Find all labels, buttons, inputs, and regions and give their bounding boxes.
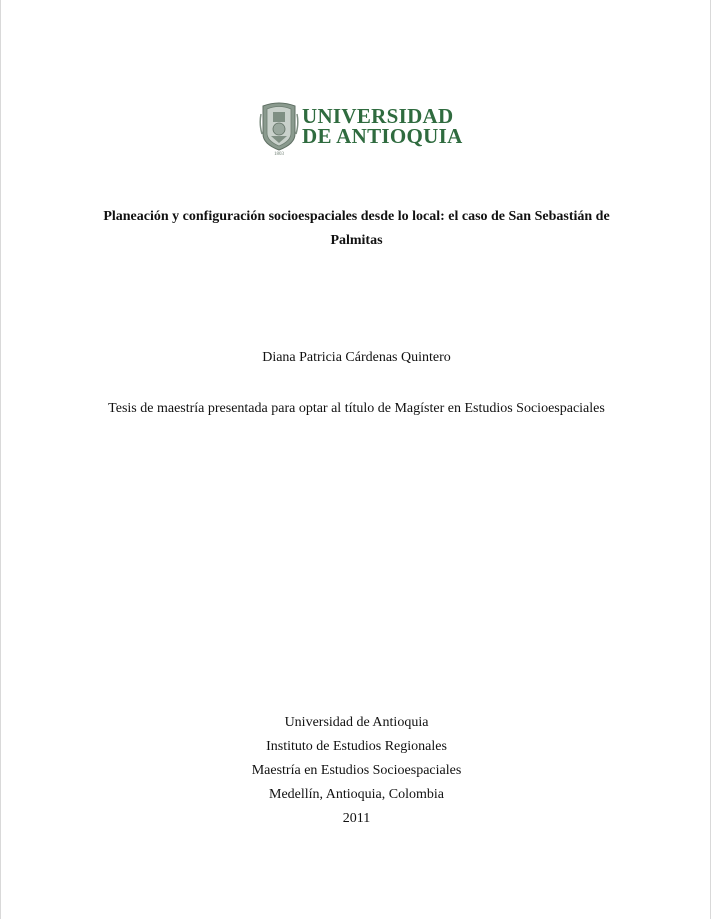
thesis-title (81, 205, 632, 253)
university-seal-icon (259, 100, 299, 156)
location: Medellín, Antioquia, Colombia (269, 787, 444, 802)
institute-name: Instituto de Estudios Regionales (266, 739, 447, 754)
logo-text-line1: UNIVERSIDAD (302, 104, 454, 128)
author-name: Diana Patricia Cárdenas Quintero (262, 350, 451, 365)
institution-block (1, 711, 711, 831)
year: 2011 (342, 811, 371, 826)
thesis-note: Tesis de maestría presentada para optar al título de Magíster en Estudios Socioespaciales (108, 401, 605, 416)
thesis-title-line1: Planeación y configuración socioespaciales desde lo local: el caso de San Sebastián de (103, 209, 610, 224)
seal-year: 1803 (274, 152, 284, 156)
logo-text-line2: DE ANTIOQUIA (302, 124, 463, 148)
university-logo (259, 100, 463, 156)
thesis-title-line2: Palmitas (330, 233, 383, 248)
program-name: Maestría en Estudios Socioespaciales (251, 763, 462, 778)
university-name: Universidad de Antioquia (284, 715, 429, 730)
